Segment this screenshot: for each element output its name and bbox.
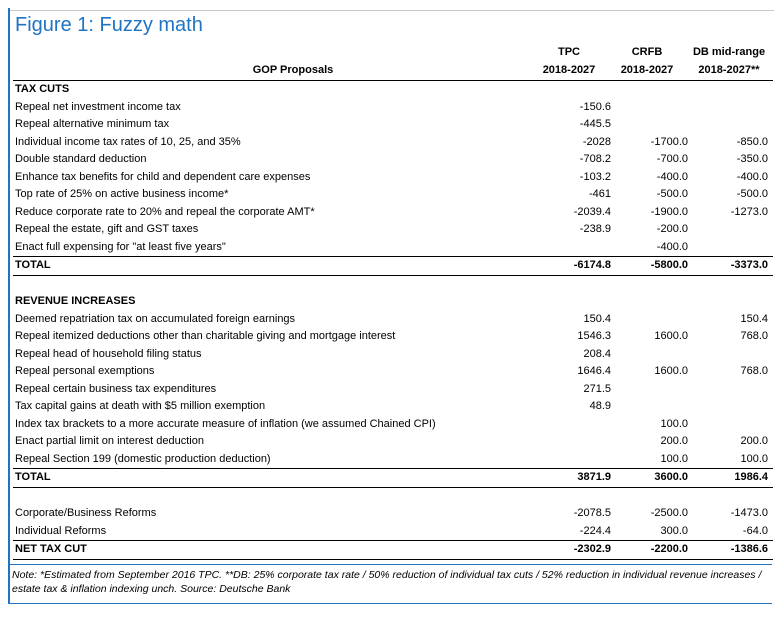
crfb-value: -400.0 bbox=[656, 170, 688, 183]
table-row bbox=[13, 541, 773, 560]
tpc-value: 48.9 bbox=[589, 400, 611, 412]
source-note: Note: *Estimated from September 2016 TPC. **DB: 25% corporate tax rate / 50% reduction of individual tax cuts / 52% reduction in individual revenue increases / estate tax & inflation indexing unch. Source: Deutsche Bank bbox=[8, 564, 772, 604]
crfb-value: 300.0 bbox=[660, 524, 688, 537]
tpc-value: -708.2 bbox=[579, 153, 611, 165]
table-row bbox=[13, 346, 773, 364]
tpc-value: 1546.3 bbox=[577, 330, 611, 342]
db-value: -850.0 bbox=[736, 135, 768, 148]
db-value: 100.0 bbox=[740, 452, 768, 465]
table-row bbox=[13, 363, 773, 381]
tpc-value: -6174.8 bbox=[573, 259, 611, 271]
tpc-header-top: TPC bbox=[558, 46, 580, 58]
row-label: Individual income tax rates of 10, 25, and 35% bbox=[15, 135, 241, 148]
row-label: Repeal certain business tax expenditures bbox=[15, 382, 217, 395]
row-label: Top rate of 25% on active business income* bbox=[15, 188, 229, 200]
table-row bbox=[13, 398, 773, 416]
db-value: 768.0 bbox=[740, 365, 768, 377]
row-label: TOTAL bbox=[15, 471, 51, 483]
tpc-value: 3871.9 bbox=[577, 471, 611, 483]
tpc-value: -2028 bbox=[582, 135, 611, 148]
crfb-value: -400.0 bbox=[656, 240, 688, 253]
spacer-row bbox=[13, 276, 773, 294]
tpc-value: -224.4 bbox=[579, 524, 611, 537]
table-row bbox=[13, 451, 773, 470]
row-label: Enact partial limit on interest deduction bbox=[15, 435, 204, 447]
crfb-value: 1600.0 bbox=[654, 330, 688, 342]
table-row bbox=[13, 239, 773, 258]
table-header bbox=[13, 46, 773, 81]
crfb-value: -1900.0 bbox=[650, 205, 688, 218]
row-label: Repeal alternative minimum tax bbox=[15, 118, 170, 130]
table-body bbox=[13, 81, 773, 560]
db-value: -400.0 bbox=[736, 170, 768, 183]
table-row bbox=[13, 469, 773, 488]
tpc-value: -103.2 bbox=[579, 170, 611, 183]
tpc-value: 150.4 bbox=[583, 312, 611, 325]
row-label: Repeal itemized deductions other than charitable giving and mortgage interest bbox=[15, 330, 396, 342]
crfb-value: -700.0 bbox=[656, 153, 688, 165]
table-row bbox=[13, 416, 773, 434]
crfb-header bbox=[609, 46, 685, 77]
table-row bbox=[13, 221, 773, 239]
tpc-value: -238.9 bbox=[579, 223, 611, 235]
crfb-value: 100.0 bbox=[660, 452, 688, 465]
tpc-value: -2078.5 bbox=[573, 507, 611, 519]
db-value: 150.4 bbox=[740, 312, 768, 325]
table-row bbox=[13, 257, 773, 276]
tpc-value: -461 bbox=[588, 188, 611, 200]
tpc-value: -2039.4 bbox=[573, 205, 611, 218]
tpc-value: -2302.9 bbox=[573, 543, 611, 555]
row-label: Repeal personal exemptions bbox=[15, 365, 155, 377]
crfb-value: 1600.0 bbox=[654, 365, 688, 377]
crfb-header-top: CRFB bbox=[631, 46, 663, 58]
table-row bbox=[13, 381, 773, 399]
crfb-value: -500.0 bbox=[656, 188, 688, 200]
crfb-value: 200.0 bbox=[660, 435, 688, 447]
db-value: -350.0 bbox=[736, 153, 768, 165]
db-value: -500.0 bbox=[736, 188, 768, 200]
db-value: -3373.0 bbox=[730, 259, 768, 271]
table-row bbox=[13, 134, 773, 152]
table-row bbox=[13, 293, 773, 311]
tpc-value: 1646.4 bbox=[577, 365, 611, 377]
crfb-value: -1700.0 bbox=[650, 135, 688, 148]
table-row bbox=[13, 204, 773, 222]
crfb-value: -5800.0 bbox=[650, 259, 688, 271]
table-row bbox=[13, 151, 773, 169]
row-label: Repeal Section 199 (domestic production deduction) bbox=[15, 452, 271, 465]
crfb-value: -200.0 bbox=[656, 223, 688, 235]
table-row bbox=[13, 99, 773, 117]
table-row bbox=[13, 505, 773, 523]
crfb-value: -2500.0 bbox=[650, 507, 688, 519]
db-value: -1273.0 bbox=[730, 205, 768, 218]
db-value: 1986.4 bbox=[734, 471, 768, 483]
db-value: -64.0 bbox=[742, 524, 768, 537]
row-label: Corporate/Business Reforms bbox=[15, 507, 157, 519]
db-value: -1386.6 bbox=[730, 543, 768, 555]
figure-title: Figure 1: Fuzzy math bbox=[15, 14, 203, 36]
table-row bbox=[13, 433, 773, 451]
tpc-header-years: 2018-2027 bbox=[542, 64, 596, 76]
tpc-value: 208.4 bbox=[583, 347, 611, 360]
row-label: NET TAX CUT bbox=[15, 543, 87, 555]
row-label: Reduce corporate rate to 20% and repeal the corporate AMT* bbox=[15, 205, 315, 218]
tpc-header bbox=[529, 46, 609, 77]
table-row bbox=[13, 328, 773, 346]
db-header-years: 2018-2027** bbox=[698, 64, 760, 76]
table-row bbox=[13, 116, 773, 134]
row-label: Double standard deduction bbox=[15, 153, 147, 165]
tpc-value: -150.6 bbox=[579, 100, 611, 113]
crfb-header-years: 2018-2027 bbox=[620, 64, 674, 76]
tax-table bbox=[13, 46, 773, 560]
crfb-value: 100.0 bbox=[660, 417, 688, 430]
crfb-value: -2200.0 bbox=[650, 543, 688, 555]
db-value: -1473.0 bbox=[730, 507, 768, 519]
row-label: Tax capital gains at death with $5 million exemption bbox=[15, 400, 266, 412]
spacer-row bbox=[13, 488, 773, 506]
db-value: 200.0 bbox=[740, 435, 768, 447]
row-label: Repeal the estate, gift and GST taxes bbox=[15, 223, 199, 235]
table-row bbox=[13, 169, 773, 187]
row-label: Repeal net investment income tax bbox=[15, 100, 181, 113]
proposals-header: GOP Proposals bbox=[252, 64, 334, 76]
db-header bbox=[685, 46, 773, 77]
row-label: Individual Reforms bbox=[15, 524, 107, 537]
row-label: TOTAL bbox=[15, 259, 51, 271]
row-label: TAX CUTS bbox=[15, 83, 70, 95]
row-label: Enact full expensing for "at least five years" bbox=[15, 240, 226, 253]
row-label: Enhance tax benefits for child and dependent care expenses bbox=[15, 170, 311, 183]
row-label: Repeal head of household filing status bbox=[15, 347, 202, 360]
row-label: REVENUE INCREASES bbox=[15, 295, 136, 307]
db-header-top: DB mid-range bbox=[692, 46, 766, 58]
table-row bbox=[13, 186, 773, 204]
row-label: Deemed repatriation tax on accumulated foreign earnings bbox=[15, 312, 296, 325]
tpc-value: -445.5 bbox=[579, 118, 611, 130]
tpc-value: 271.5 bbox=[583, 382, 611, 395]
crfb-value: 3600.0 bbox=[654, 471, 688, 483]
table-row bbox=[13, 81, 773, 99]
table-row bbox=[13, 523, 773, 542]
table-row bbox=[13, 311, 773, 329]
db-value: 768.0 bbox=[740, 330, 768, 342]
row-label: Index tax brackets to a more accurate measure of inflation (we assumed Chained CPI) bbox=[15, 417, 436, 430]
